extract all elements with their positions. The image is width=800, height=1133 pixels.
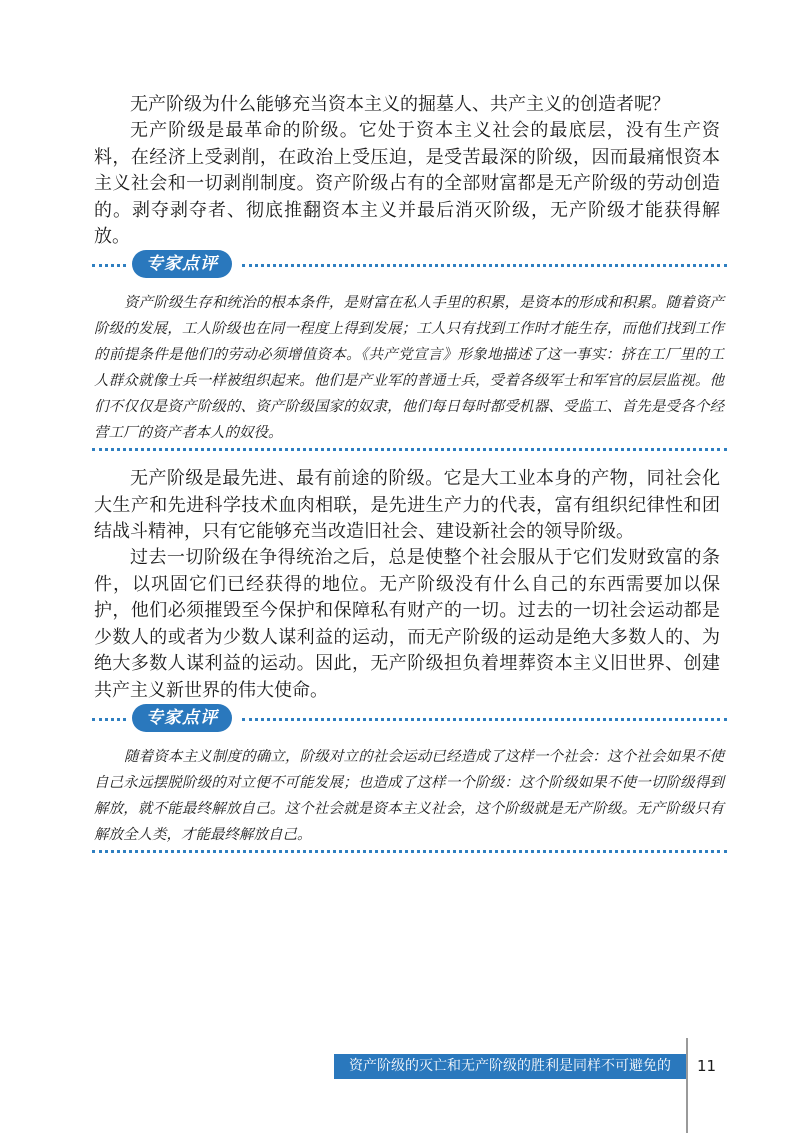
expert-comment-text-2: 随着资本主义制度的确立，阶级对立的社会运动已经造成了这样一个社会：这个社会如果不使自己永远摆脱阶级的对立便不可能发展；也造成了这样一个阶级：这个阶级如果不使一切阶级得到解放，就不能最终解放自己。这个社会就是资本主义社会，这个阶级就是无产阶级。无产阶级只有解放全人类，才能最终解放自己。	[94, 749, 724, 843]
question-paragraph: 无产阶级为什么能够充当资本主义的掘墓人、共产主义的创造者呢？	[130, 94, 670, 115]
chapter-title: 资产阶级的灭亡和无产阶级的胜利是同样不可避免的	[349, 1058, 671, 1074]
dotted-rule-left	[92, 718, 126, 721]
expert-comment-header-2	[92, 704, 727, 734]
chapter-title-bar	[334, 1054, 686, 1079]
page-number: 11	[697, 1057, 717, 1075]
footer-vertical-rule	[686, 1038, 688, 1133]
body-paragraph-2: 无产阶级是最先进、最有前途的阶级。它是大工业本身的产物，同社会化大生产和先进科学技术血肉相联，是先进生产力的代表，富有组织纪律性和团结战斗精神，只有它能够充当改造旧社会、建设新社会的领导阶级。	[94, 468, 720, 542]
expert-comment-badge: 专家点评	[132, 250, 232, 278]
dotted-rule-left	[92, 264, 126, 267]
expert-comment-header-1	[92, 250, 727, 280]
dotted-rule-right	[242, 718, 727, 721]
body-paragraph-1: 无产阶级是最革命的阶级。它处于资本主义社会的最底层，没有生产资料，在经济上受剥削，在政治上受压迫，是受苦最深的阶级，因而最痛恨资本主义社会和一切剥削制度。资产阶级占有的全部财富都是无产阶级的劳动创造的。剥夺剥夺者、彻底推翻资本主义并最后消灭阶级，无产阶级才能获得解放。	[94, 120, 720, 247]
dotted-separator-1	[92, 448, 727, 451]
dotted-rule-right	[242, 264, 727, 267]
expert-comment-badge: 专家点评	[132, 704, 232, 732]
body-paragraph-3: 过去一切阶级在争得统治之后，总是使整个社会服从于它们发财致富的条件，以巩固它们已经获得的地位。无产阶级没有什么自己的东西需要加以保护，他们必须摧毁至今保护和保障私有财产的一切。过去的一切社会运动都是少数人的或者为少数人谋利益的运动，而无产阶级的运动是绝大多数人的、为绝大多数人谋利益的运动。因此，无产阶级担负着埋葬资本主义旧世界、创建共产主义新世界的伟大使命。	[94, 547, 720, 701]
expert-comment-text-1: 资产阶级生存和统治的根本条件，是财富在私人手里的积累，是资本的形成和积累。随着资产阶级的发展，工人阶级也在同一程度上得到发展；工人只有找到工作时才能生存，而他们找到工作的前提条件是他们的劳动必须增值资本。《共产党宣言》形象地描述了这一事实：挤在工厂里的工人群众就像士兵一样被组织起来。他们是产业军的普通士兵，受着各级军士和军官的层层监视。他们不仅仅是资产阶级的、资产阶级国家的奴隶，他们每日每时都受机器、受监工、首先是受各个经营工厂的资产者本人的奴役。	[94, 295, 724, 441]
dotted-separator-2	[92, 850, 727, 853]
